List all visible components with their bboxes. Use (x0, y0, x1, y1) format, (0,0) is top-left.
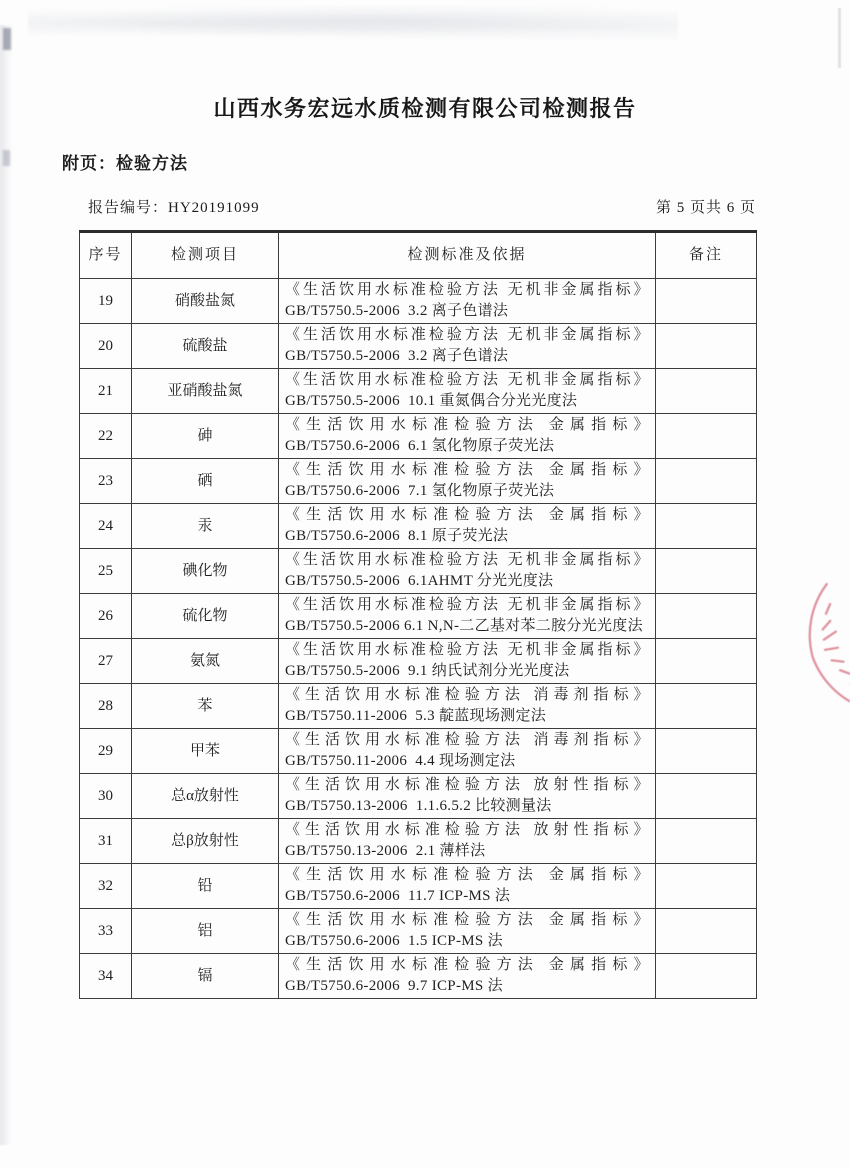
standard-method: GB/T5750.13-2006 1.1.6.5.2 比较测量法 (285, 798, 552, 814)
standard-title: 《生活饮用水标准检验方法 金属指标》 (285, 867, 649, 883)
cell-item: 亚硝酸盐氮 (132, 369, 279, 414)
table-row (80, 504, 757, 549)
cell-item: 总β放射性 (132, 819, 279, 864)
standard-method: GB/T5750.11-2006 5.3 靛蓝现场测定法 (285, 708, 547, 724)
cell-item: 氨氮 (132, 639, 279, 684)
cell-remark (656, 774, 757, 819)
cell-remark (656, 954, 757, 999)
cell-item: 镉 (132, 954, 279, 999)
cell-serial: 21 (80, 369, 132, 414)
standard-title: 《生活饮用水标准检验方法 无机非金属指标》 (285, 642, 649, 658)
cell-serial: 31 (80, 819, 132, 864)
attachment-subtitle: 附页：检验方法 (62, 154, 188, 173)
methods-table-body (80, 279, 757, 999)
cell-standard (279, 504, 656, 549)
cell-serial: 24 (80, 504, 132, 549)
header-row (80, 232, 757, 279)
table-row (80, 639, 757, 684)
cell-item: 甲苯 (132, 729, 279, 774)
standard-title: 《生活饮用水标准检验方法 无机非金属指标》 (285, 372, 649, 388)
cell-standard (279, 954, 656, 999)
header-serial: 序号 (80, 232, 132, 279)
cell-remark (656, 504, 757, 549)
report-number: 报告编号：HY20191099 (88, 200, 260, 216)
cell-remark (656, 819, 757, 864)
standard-title: 《生活饮用水标准检验方法 金属指标》 (285, 462, 649, 478)
cell-serial: 33 (80, 909, 132, 954)
cell-remark (656, 414, 757, 459)
cell-remark (656, 549, 757, 594)
cell-serial: 30 (80, 774, 132, 819)
cell-item: 砷 (132, 414, 279, 459)
cell-serial: 32 (80, 864, 132, 909)
scan-artifact-mark (838, 8, 841, 68)
table-row (80, 459, 757, 504)
table-row (80, 819, 757, 864)
cell-serial: 34 (80, 954, 132, 999)
cell-remark (656, 324, 757, 369)
standard-title: 《生活饮用水标准检验方法 无机非金属指标》 (285, 597, 649, 613)
standard-method: GB/T5750.11-2006 4.4 现场测定法 (285, 753, 516, 769)
standard-method: GB/T5750.6-2006 7.1 氢化物原子荧光法 (285, 483, 555, 499)
cell-serial: 28 (80, 684, 132, 729)
cell-item: 苯 (132, 684, 279, 729)
standard-title: 《生活饮用水标准检验方法 无机非金属指标》 (285, 282, 649, 298)
cell-item: 铝 (132, 909, 279, 954)
cell-serial: 29 (80, 729, 132, 774)
table-row (80, 909, 757, 954)
standard-title: 《生活饮用水标准检验方法 金属指标》 (285, 957, 649, 973)
table-row (80, 864, 757, 909)
cell-serial: 25 (80, 549, 132, 594)
cell-standard (279, 819, 656, 864)
standard-title: 《生活饮用水标准检验方法 放射性指标》 (285, 777, 649, 793)
cell-standard (279, 729, 656, 774)
standard-method: GB/T5750.6-2006 6.1 氢化物原子荧光法 (285, 438, 555, 454)
cell-serial: 26 (80, 594, 132, 639)
table-row (80, 684, 757, 729)
page-title: 山西水务宏远水质检测有限公司检测报告 (213, 96, 637, 121)
red-stamp (800, 578, 850, 728)
cell-remark (656, 684, 757, 729)
cell-standard (279, 459, 656, 504)
cell-serial: 19 (80, 279, 132, 324)
table-row (80, 369, 757, 414)
cell-remark (656, 459, 757, 504)
cell-item: 总α放射性 (132, 774, 279, 819)
cell-remark (656, 909, 757, 954)
methods-table (79, 230, 757, 999)
cell-standard (279, 414, 656, 459)
table-row (80, 729, 757, 774)
standard-title: 《生活饮用水标准检验方法 无机非金属指标》 (285, 327, 649, 343)
cell-standard (279, 774, 656, 819)
cell-standard (279, 549, 656, 594)
cell-remark (656, 639, 757, 684)
cell-remark (656, 279, 757, 324)
standard-method: GB/T5750.6-2006 9.7 ICP-MS 法 (285, 978, 503, 994)
cell-item: 硫酸盐 (132, 324, 279, 369)
cell-serial: 23 (80, 459, 132, 504)
scan-artifact-mark (3, 28, 11, 50)
cell-item: 铅 (132, 864, 279, 909)
cell-serial: 20 (80, 324, 132, 369)
standard-method: GB/T5750.5-2006 3.2 离子色谱法 (285, 348, 509, 364)
cell-remark (656, 729, 757, 774)
cell-standard (279, 369, 656, 414)
cell-standard (279, 639, 656, 684)
cell-remark (656, 864, 757, 909)
standard-method: GB/T5750.5-2006 9.1 纳氏试剂分光光度法 (285, 663, 570, 679)
standard-method: GB/T5750.5-2006 6.1 N,N-二乙基对苯二胺分光光度法 (285, 618, 643, 634)
meta-row (88, 196, 756, 217)
cell-standard (279, 594, 656, 639)
standard-method: GB/T5750.6-2006 11.7 ICP-MS 法 (285, 888, 511, 904)
cell-item: 碘化物 (132, 549, 279, 594)
standard-method: GB/T5750.5-2006 10.1 重氮偶合分光光度法 (285, 393, 578, 409)
cell-item: 汞 (132, 504, 279, 549)
standard-title: 《生活饮用水标准检验方法 无机非金属指标》 (285, 552, 649, 568)
cell-standard (279, 909, 656, 954)
table-row (80, 954, 757, 999)
cell-serial: 27 (80, 639, 132, 684)
standard-title: 《生活饮用水标准检验方法 金属指标》 (285, 507, 649, 523)
table-row (80, 414, 757, 459)
standard-title: 《生活饮用水标准检验方法 放射性指标》 (285, 822, 649, 838)
table-row (80, 324, 757, 369)
header-item: 检测项目 (132, 232, 279, 279)
cell-item: 硫化物 (132, 594, 279, 639)
cell-remark (656, 369, 757, 414)
page-indicator: 第 5 页共 6 页 (655, 200, 756, 216)
scan-artifact-mark (3, 150, 10, 166)
table-row (80, 549, 757, 594)
cell-standard (279, 684, 656, 729)
scan-artifact-top (28, 6, 678, 40)
standard-title: 《生活饮用水标准检验方法 消毒剂指标》 (285, 732, 649, 748)
standard-method: GB/T5750.5-2006 3.2 离子色谱法 (285, 303, 509, 319)
header-remark: 备注 (656, 232, 757, 279)
standard-method: GB/T5750.5-2006 6.1AHMT 分光光度法 (285, 573, 554, 589)
cell-standard (279, 324, 656, 369)
standard-method: GB/T5750.6-2006 8.1 原子荧光法 (285, 528, 509, 544)
table-row (80, 279, 757, 324)
standard-method: GB/T5750.6-2006 1.5 ICP-MS 法 (285, 933, 503, 949)
standard-method: GB/T5750.13-2006 2.1 薄样法 (285, 843, 486, 859)
header-standard: 检测标准及依据 (279, 232, 656, 279)
table-row (80, 594, 757, 639)
standard-title: 《生活饮用水标准检验方法 金属指标》 (285, 417, 649, 433)
cell-standard (279, 864, 656, 909)
cell-standard (279, 279, 656, 324)
methods-table-header (80, 232, 757, 279)
cell-serial: 22 (80, 414, 132, 459)
cell-remark (656, 594, 757, 639)
cell-item: 硝酸盐氮 (132, 279, 279, 324)
standard-title: 《生活饮用水标准检验方法 消毒剂指标》 (285, 687, 649, 703)
scan-artifact-left-edge (0, 25, 13, 1145)
standard-title: 《生活饮用水标准检验方法 金属指标》 (285, 912, 649, 928)
table-row (80, 774, 757, 819)
cell-item: 硒 (132, 459, 279, 504)
